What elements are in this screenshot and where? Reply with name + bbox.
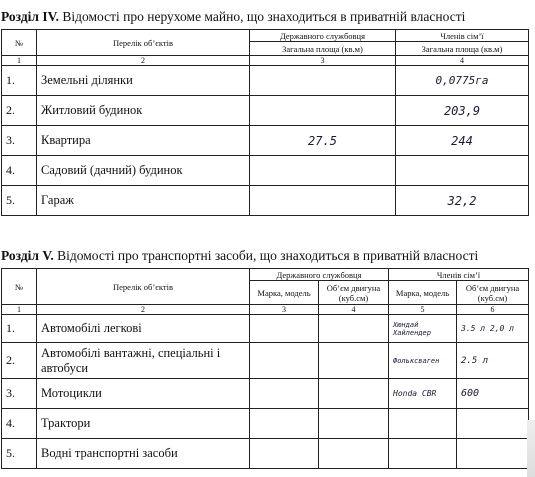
header-no: №: [2, 30, 37, 56]
handwritten-value: 3.5 л 2,0 л: [457, 315, 529, 343]
colnum: 3: [250, 305, 319, 315]
colnum: 4: [319, 305, 389, 315]
table-row: 3. Мотоцикли Honda CBR 600: [2, 379, 529, 409]
table-row: 5. Водні транспортні засоби: [2, 439, 529, 469]
table-row: 1. Автомобілі легкові Хюндай Хайлендер 3.5 л 2,0 л: [2, 315, 529, 343]
handwritten-value: Honda CBR: [389, 379, 457, 409]
table-row: 3. Квартира 27.5 244: [2, 126, 529, 156]
colnum: 2: [37, 305, 250, 315]
header-gov: Державного службовця: [250, 269, 389, 281]
table-row: 4. Садовий (дачний) будинок: [2, 156, 529, 186]
header-area-gov: Загальна площа (кв.м): [250, 42, 396, 56]
header-family: Членів сім’ї: [389, 269, 529, 281]
colnum: 5: [389, 305, 457, 315]
section-4-title: Розділ IV. Відомості про нерухоме майно, що знаходиться в приватній власності: [1, 9, 466, 24]
section-4: [1, 8, 528, 216]
handwritten-value: 0,0775га: [396, 66, 529, 96]
header-family: Членів сім’ї: [396, 30, 529, 42]
header-volume-family: Об’єм двигуна (куб.см): [457, 281, 529, 305]
header-volume-gov: Об’єм двигуна (куб.см): [319, 281, 389, 305]
handwritten-value: 2.5 л: [457, 343, 529, 379]
header-area-family: Загальна площа (кв.м): [396, 42, 529, 56]
page-edge-mark: [527, 420, 535, 477]
handwritten-value: 203,9: [396, 96, 529, 126]
handwritten-value: 27.5: [250, 126, 396, 156]
table-row: 1. Земельні ділянки 0,0775га: [2, 66, 529, 96]
header-no: №: [2, 269, 37, 305]
header-brand-family: Марка, модель: [389, 281, 457, 305]
table-row: 2. Автомобілі вантажні, спеціальні і автобуси Фольксваген 2.5 л: [2, 343, 529, 379]
colnum: 2: [37, 56, 250, 66]
handwritten-value: Фольксваген: [389, 343, 457, 379]
colnum: 6: [457, 305, 529, 315]
header-brand-gov: Марка, модель: [250, 281, 319, 305]
handwritten-value: 32,2: [396, 186, 529, 216]
handwritten-value: 244: [396, 126, 529, 156]
colnum: 4: [396, 56, 529, 66]
vehicles-table: [1, 268, 529, 469]
table-row: 5. Гараж 32,2: [2, 186, 529, 216]
colnum: 3: [250, 56, 396, 66]
real-estate-table: [1, 29, 529, 216]
section-5: [1, 247, 528, 469]
table-row: 2. Житловий будинок 203,9: [2, 96, 529, 126]
handwritten-value: 600: [457, 379, 529, 409]
table-row: 4. Трактори: [2, 409, 529, 439]
header-list: Перелік об’єктів: [37, 30, 250, 56]
header-gov: Державного службовця: [250, 30, 396, 42]
handwritten-value: Хюндай Хайлендер: [389, 315, 457, 343]
colnum: 1: [2, 305, 37, 315]
colnum: 1: [2, 56, 37, 66]
section-5-title: Розділ V. Відомості про транспортні засоби, що знаходиться в приватній власності: [1, 248, 479, 263]
header-list: Перелік об’єктів: [37, 269, 250, 305]
